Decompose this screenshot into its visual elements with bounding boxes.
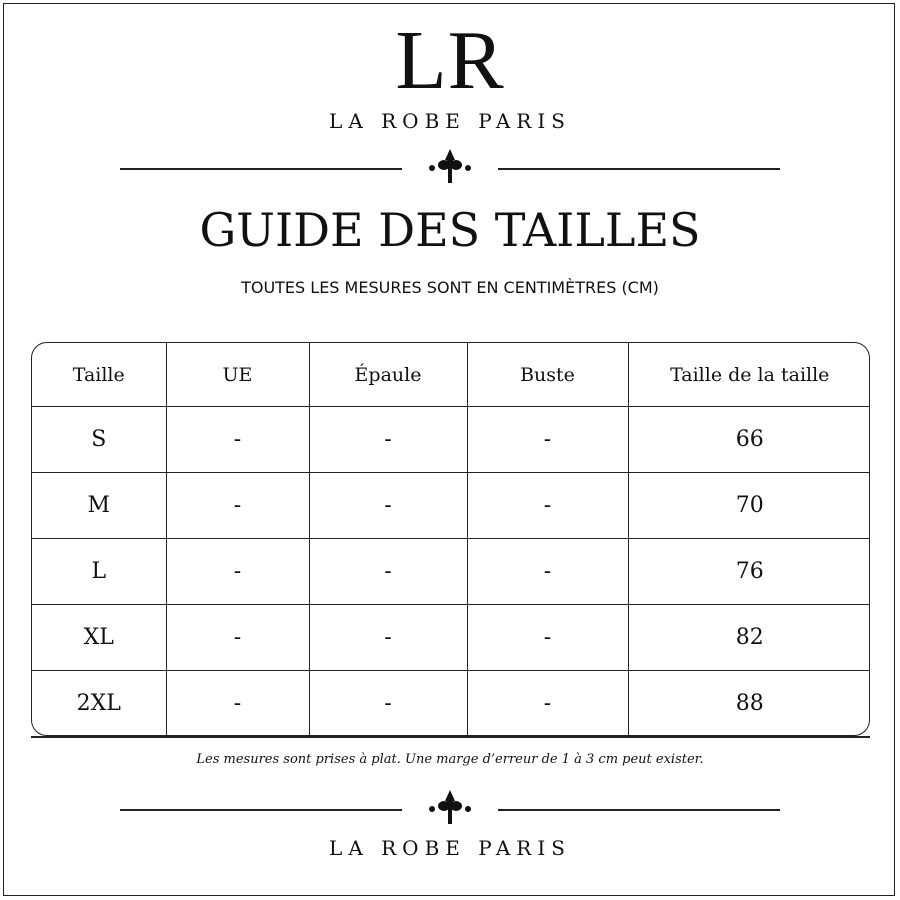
divider-right [498, 168, 780, 170]
table-cell: L [32, 539, 166, 605]
table-header-row [32, 343, 870, 407]
table-cell: - [166, 605, 309, 671]
table-cell: - [309, 671, 467, 737]
table-cell: S [32, 407, 166, 473]
table-row [32, 605, 870, 671]
size-table [31, 342, 870, 736]
table-cell: 82 [628, 605, 870, 671]
fleur-de-lis-icon [427, 789, 473, 825]
table-cell: - [467, 605, 628, 671]
table-row [32, 407, 870, 473]
table-row [32, 539, 870, 605]
table-row [32, 671, 870, 737]
divider-left [120, 168, 402, 170]
footer-brand-name: LA ROBE PARIS [329, 836, 571, 860]
brand-logo: LR [395, 14, 505, 107]
table-cell: XL [32, 605, 166, 671]
table-cell: - [309, 473, 467, 539]
table-cell: - [467, 407, 628, 473]
page-subtitle: TOUTES LES MESURES SONT EN CENTIMÈTRES (CM) [241, 278, 659, 297]
table-cell: - [467, 539, 628, 605]
table-cell: - [309, 407, 467, 473]
table-cell: - [166, 539, 309, 605]
column-header-buste: Buste [467, 343, 628, 407]
table-row [32, 473, 870, 539]
table-underline [31, 736, 870, 738]
table-cell: - [166, 671, 309, 737]
column-header-tour-de-taille: Taille de la taille [628, 343, 870, 407]
column-header-taille: Taille [32, 343, 166, 407]
table-cell: - [166, 473, 309, 539]
footer-divider-right [498, 809, 780, 811]
fleur-de-lis-icon [427, 148, 473, 184]
table-cell: 70 [628, 473, 870, 539]
table-cell: M [32, 473, 166, 539]
footer-divider-left [120, 809, 402, 811]
column-header-ue: UE [166, 343, 309, 407]
column-header-epaule: Épaule [309, 343, 467, 407]
table-cell: - [166, 407, 309, 473]
page-title: GUIDE DES TAILLES [199, 203, 701, 257]
table-cell: 2XL [32, 671, 166, 737]
measurement-note: Les mesures sont prises à plat. Une marge d’erreur de 1 à 3 cm peut exister. [196, 752, 704, 767]
table-cell: - [309, 605, 467, 671]
table-cell: - [467, 473, 628, 539]
table-cell: 88 [628, 671, 870, 737]
table-cell: 76 [628, 539, 870, 605]
table-cell: - [309, 539, 467, 605]
table-cell: 66 [628, 407, 870, 473]
brand-name: LA ROBE PARIS [329, 109, 571, 133]
table-cell: - [467, 671, 628, 737]
